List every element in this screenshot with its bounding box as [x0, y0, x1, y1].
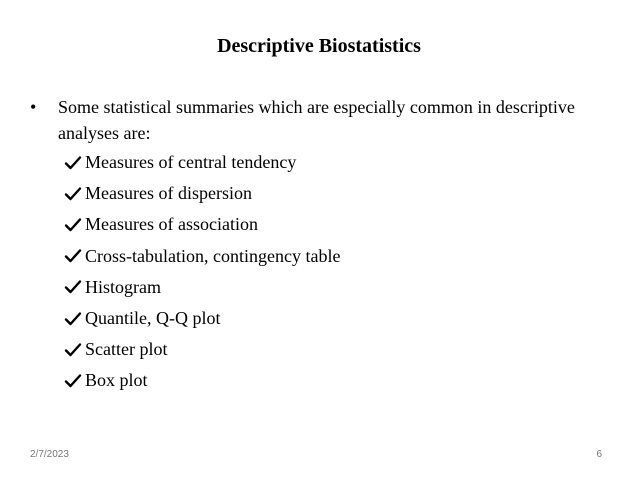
checklist-item-label: Box plot	[85, 370, 148, 391]
checklist-item	[64, 178, 340, 209]
checklist-item	[64, 334, 340, 365]
checklist-item-label: Measures of central tendency	[85, 152, 297, 172]
checklist	[64, 147, 340, 397]
checklist-item-label: Cross-tabulation, contingency table	[85, 245, 341, 266]
checkmark-icon	[64, 247, 82, 265]
checklist-item-label: Scatter plot	[85, 339, 168, 360]
checklist-item-label: Measures of association	[85, 214, 258, 235]
checklist-item	[64, 241, 340, 272]
checklist-item	[64, 147, 340, 178]
checklist-item-label: Measures of dispersion	[85, 183, 252, 204]
checkmark-icon	[64, 216, 82, 234]
checklist-item	[64, 272, 340, 303]
checkmark-icon	[64, 278, 82, 296]
checklist-item	[64, 303, 340, 334]
bullet-text: Some statistical summaries which are especially common in descriptive analyses are:	[58, 97, 575, 143]
checkmark-icon	[64, 185, 82, 203]
checklist-item	[64, 365, 340, 396]
slide-title: Descriptive Biostatistics	[217, 35, 421, 57]
checklist-item-label: Quantile, Q-Q plot	[85, 307, 221, 328]
footer-date: 2/7/2023	[30, 449, 69, 460]
bullet-marker: •	[30, 97, 37, 117]
page-number: 6	[596, 449, 602, 460]
checkmark-icon	[64, 154, 82, 172]
checklist-item-label: Histogram	[85, 276, 161, 297]
bullet-item	[30, 92, 610, 146]
checkmark-icon	[64, 341, 82, 359]
checklist-item	[64, 209, 340, 240]
checkmark-icon	[64, 372, 82, 390]
checkmark-icon	[64, 310, 82, 328]
